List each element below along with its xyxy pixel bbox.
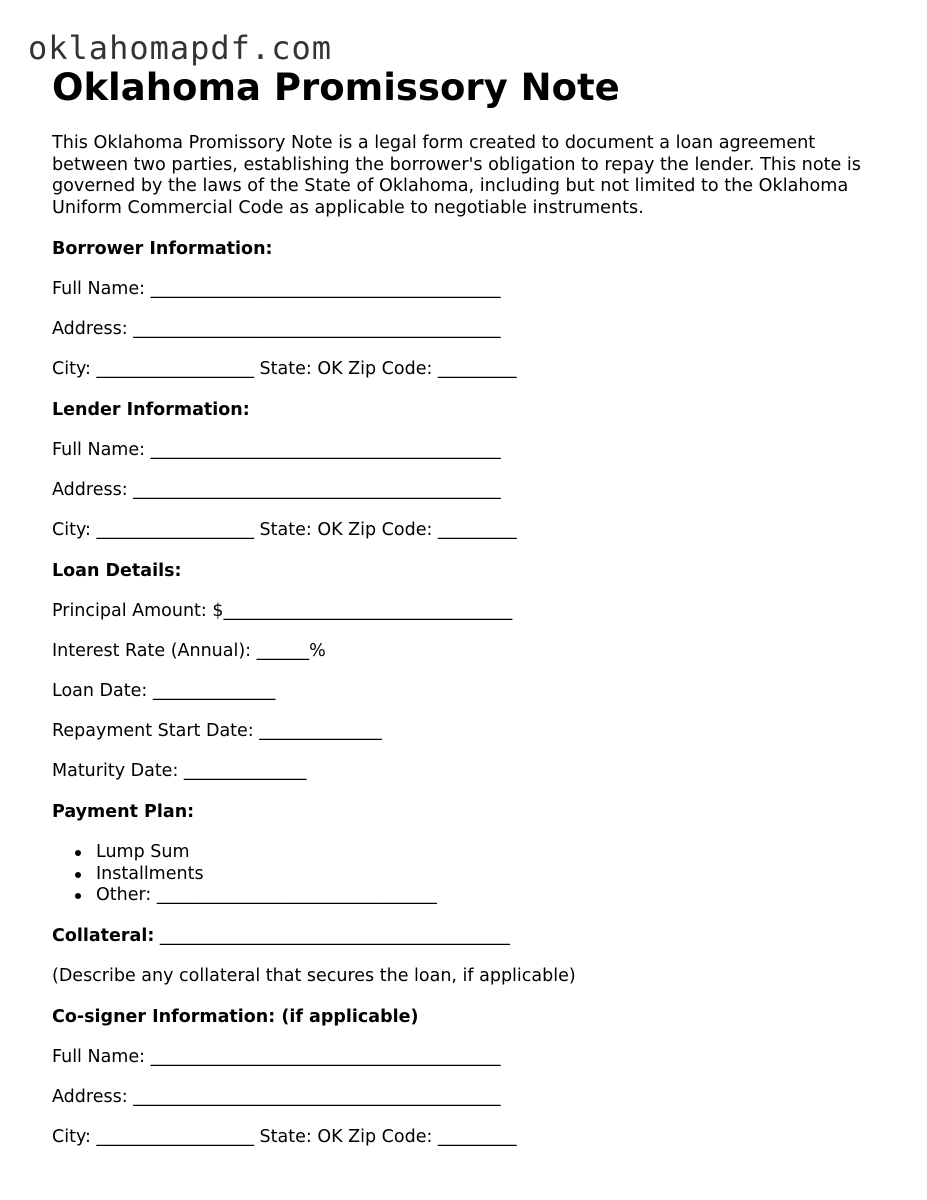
principal-amount-field[interactable]: Principal Amount: $_________________________________ [52,601,513,621]
cosigner-full-name-field[interactable]: Full Name: ________________________________________ [52,1046,501,1067]
lender-address-field[interactable]: Address: __________________________________________ [52,480,501,500]
loan-details-heading: Loan Details: [52,561,182,581]
collateral-label: Collateral: [52,925,155,946]
lender-city-state-zip-field[interactable]: City: __________________ State: OK Zip Code: _________ [52,520,517,540]
page-title: Oklahoma Promissory Note [52,66,620,109]
cosigner-city-state-zip-field[interactable]: City: __________________ State: OK Zip Code: _________ [52,1126,517,1147]
bullet-icon [75,872,81,878]
payment-option-label: Lump Sum [96,842,190,862]
lender-full-name-field[interactable]: Full Name: ________________________________________ [52,440,501,460]
collateral-field[interactable] [52,926,882,947]
payment-option-lump-sum[interactable] [96,842,882,864]
maturity-date-field[interactable]: Maturity Date: ______________ [52,761,307,781]
payment-option-installments[interactable] [96,864,882,886]
borrower-city-state-zip-field[interactable]: City: __________________ State: OK Zip Code: _________ [52,359,517,379]
borrower-full-name-field[interactable]: Full Name: ________________________________________ [52,279,501,299]
loan-date-field[interactable]: Loan Date: ______________ [52,681,276,701]
payment-option-label: Other: ________________________________ [96,885,437,905]
payment-option-other[interactable] [96,885,882,907]
repayment-start-date-field[interactable]: Repayment Start Date: ______________ [52,721,382,741]
borrower-address-field[interactable]: Address: __________________________________________ [52,319,501,339]
borrower-heading: Borrower Information: [52,239,273,259]
payment-option-label: Installments [96,863,204,884]
document-body [52,64,882,1148]
collateral-note: (Describe any collateral that secures the loan, if applicable) [52,965,576,986]
interest-rate-field[interactable]: Interest Rate (Annual): ______% [52,641,326,661]
bullet-icon [75,850,81,856]
collateral-blank: ________________________________________ [154,925,510,946]
site-watermark: oklahomapdf.com [28,29,332,67]
bullet-icon [75,893,81,899]
payment-plan-heading: Payment Plan: [52,802,195,822]
payment-plan-list [52,842,882,907]
cosigner-heading: Co-signer Information: (if applicable) [52,1006,419,1027]
intro-paragraph: This Oklahoma Promissory Note is a legal form created to document a loan agreement between two parties, establishing the borrower's obligation to repay the lender. This note is governed by the laws of the State of Oklahoma, including but not limited to the Oklahoma Uniform Commercial Code as applicable to negotiable instruments. [52,133,861,218]
lender-heading: Lender Information: [52,400,250,420]
cosigner-address-field[interactable]: Address: __________________________________________ [52,1086,501,1107]
